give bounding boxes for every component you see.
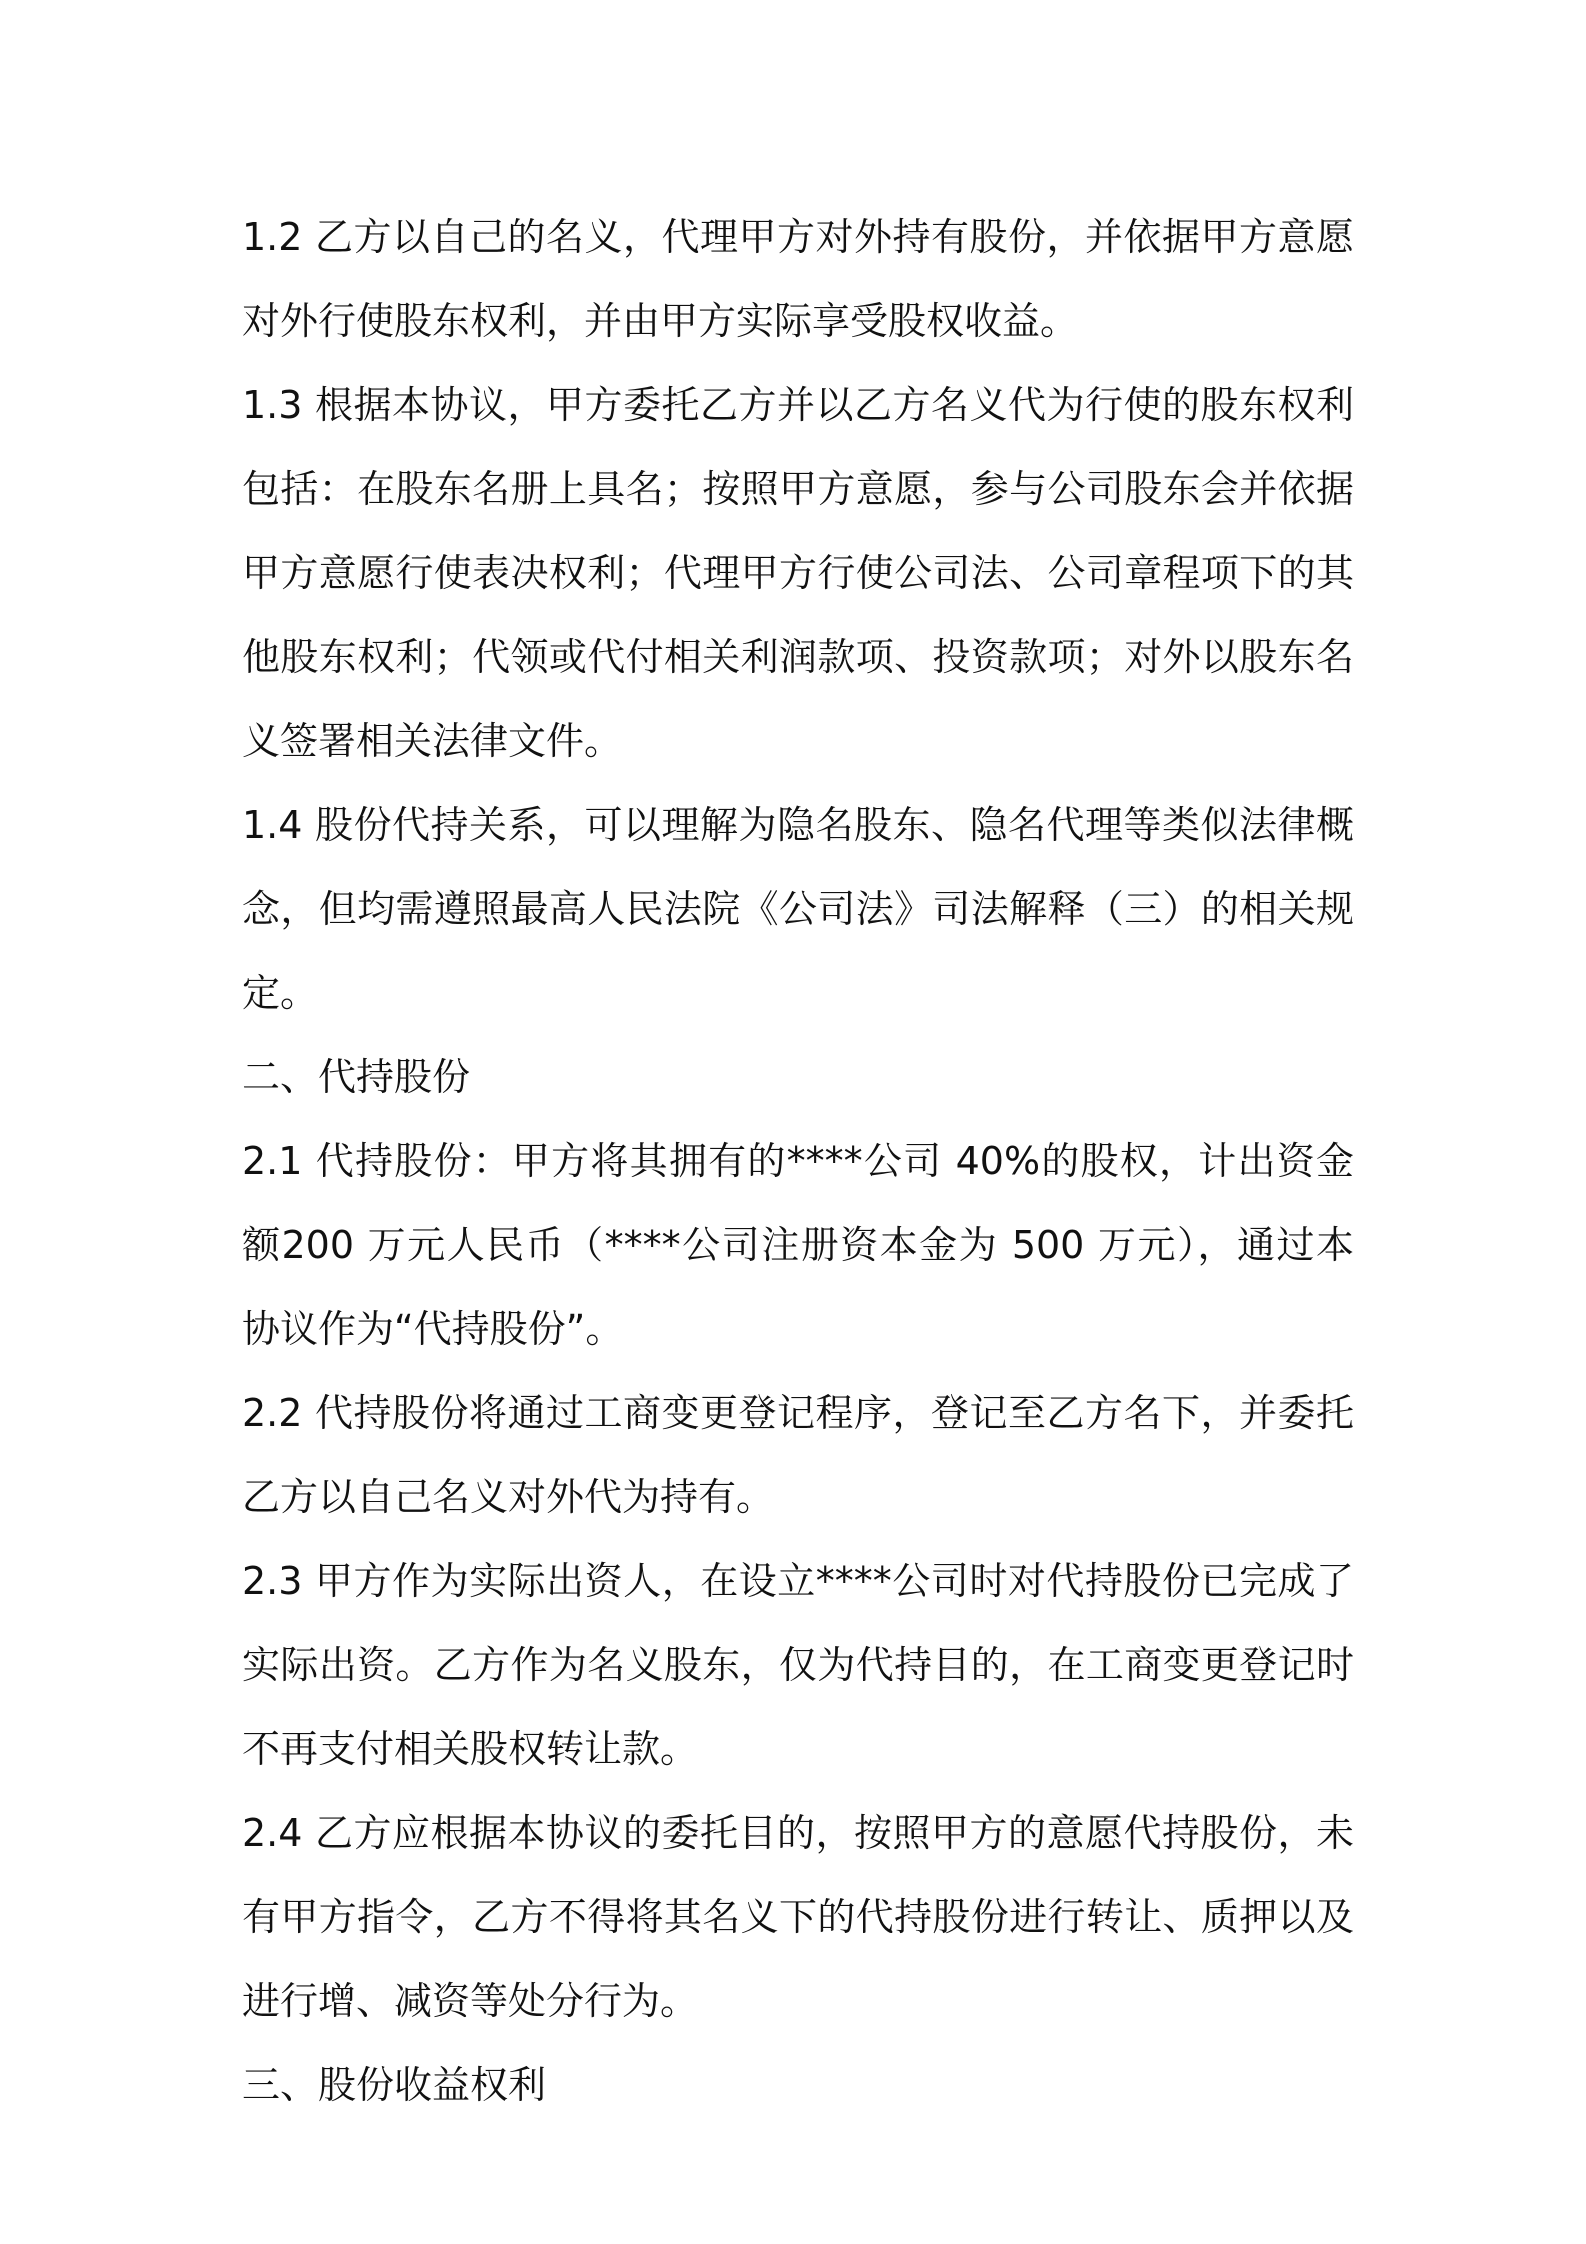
clause-2-1: 2.1 代持股份：甲方将其拥有的****公司 40%的股权，计出资金额200 万元人民币（****公司注册资本金为 500 万元），通过本协议作为“代持股份”。 bbox=[242, 1139, 1354, 1351]
document-body bbox=[242, 195, 1354, 2127]
clause-1-4: 1.4 股份代持关系，可以理解为隐名股东、隐名代理等类似法律概念，但均需遵照最高人民法院《公司法》司法解释（三）的相关规定。 bbox=[242, 803, 1354, 1015]
clause-1-2: 1.2 乙方以自己的名义，代理甲方对外持有股份，并依据甲方意愿对外行使股东权利，并由甲方实际享受股权收益。 bbox=[242, 215, 1354, 343]
section-heading-3: 三、股份收益权利 bbox=[242, 2063, 547, 2107]
clause-1-3: 1.3 根据本协议，甲方委托乙方并以乙方名义代为行使的股东权利包括：在股东名册上具名；按照甲方意愿，参与公司股东会并依据甲方意愿行使表决权利；代理甲方行使公司法、公司章程项下的其他股东权利；代领或代付相关利润款项、投资款项；对外以股东名义签署相关法律文件。 bbox=[242, 383, 1354, 763]
clause-2-3: 2.3 甲方作为实际出资人，在设立****公司时对代持股份已完成了实际出资。乙方作为名义股东，仅为代持目的，在工商变更登记时不再支付相关股权转让款。 bbox=[242, 1559, 1354, 1771]
section-heading-2: 二、代持股份 bbox=[242, 1055, 471, 1099]
clause-2-2: 2.2 代持股份将通过工商变更登记程序，登记至乙方名下，并委托乙方以自己名义对外代为持有。 bbox=[242, 1391, 1354, 1519]
clause-2-4: 2.4 乙方应根据本协议的委托目的，按照甲方的意愿代持股份，未有甲方指令，乙方不得将其名义下的代持股份进行转让、质押以及进行增、减资等处分行为。 bbox=[242, 1811, 1354, 2023]
